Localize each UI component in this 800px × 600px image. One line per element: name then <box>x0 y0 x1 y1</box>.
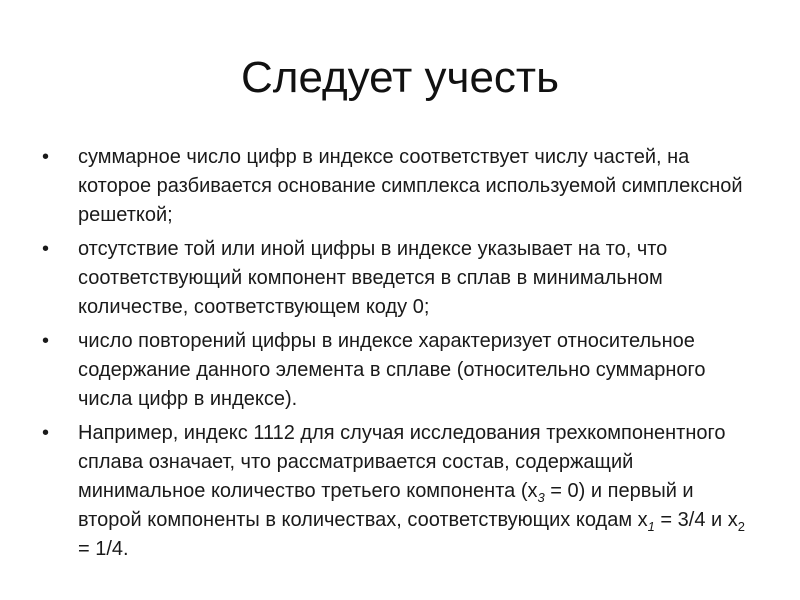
bullet-item <box>40 143 750 230</box>
bullet-text: суммарное число цифр в индексе соответствует числу частей, на которое разбивается основание симплекса используемой симплексной решеткой; <box>78 146 743 226</box>
bullet-item <box>40 327 750 414</box>
bullet-dot-icon: • <box>42 146 50 168</box>
bullet-text: отсутствие той или иной цифры в индексе указывает на то, что соответствующий компонент введется в сплав в минимальном количестве, соответствующем коду 0; <box>78 238 668 318</box>
slide-title: Следует учесть <box>241 53 559 102</box>
example-part-1: Например, индекс 1112 для случая исследования трехкомпонентного сплава означает, что рассматривается состав, содержащий минимальное количество третьего компонента (х <box>78 422 726 502</box>
bullet-list <box>40 143 750 569</box>
bullet-text: число повторений цифры в индексе характеризует относительное содержание данного элемента в сплаве (относительно суммарного числа цифр в индексе). <box>78 330 706 410</box>
subscript-1: 1 <box>647 519 655 534</box>
bullet-item-example <box>40 419 750 564</box>
subscript-2: 2 <box>737 519 745 534</box>
example-part-2: = 0) и первый и второй компоненты в количествах, соответствующих кодам х <box>78 480 694 531</box>
bullet-item <box>40 235 750 322</box>
example-text <box>78 422 745 560</box>
bullet-dot-icon: • <box>42 422 50 444</box>
bullet-dot-icon: • <box>42 238 50 260</box>
example-part-3: = 3/4 и х <box>654 509 738 531</box>
bullet-dot-icon: • <box>42 330 50 352</box>
subscript-3: 3 <box>537 490 545 505</box>
example-part-4: = 1/4. <box>78 538 129 560</box>
